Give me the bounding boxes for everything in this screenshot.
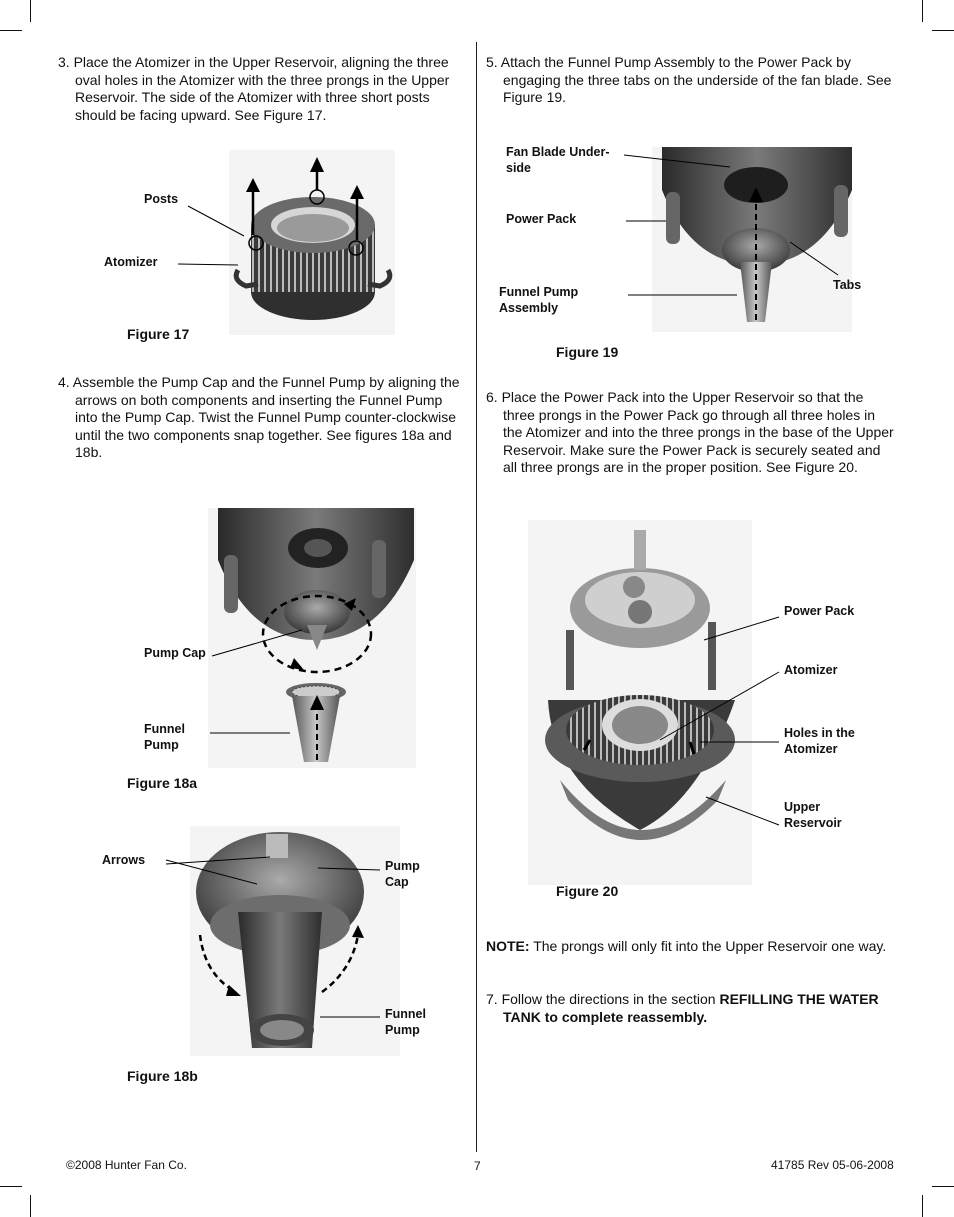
fig19-label-tabs: Tabs [833, 278, 862, 292]
figure-17-atomizer-illustration [178, 150, 395, 335]
fig17-label-posts: Posts [144, 192, 179, 206]
figure-19-caption: Figure 19 [556, 344, 619, 360]
step-5: 5. Attach the Funnel Pump Assembly to the Power Pack by engaging the three tabs on the underside of the fan blade. See Figure 19. [486, 54, 892, 106]
note [486, 938, 891, 956]
fig20-label-atomizer: Atomizer [784, 663, 838, 677]
figure-17-caption: Figure 17 [127, 326, 190, 342]
figure-18a-illustration [208, 508, 416, 768]
figure-18a-caption: Figure 18a [127, 775, 198, 791]
step-6: 6. Place the Power Pack into the Upper Reservoir so that the three prongs in the Power Pack go through all three holes in the Atomizer and into the three prongs in the base of the Upper Reservoir. Make sure the Power Pack is securely seated and all three prongs are in the proper position. See Figure 20. [486, 389, 894, 476]
step-4: 4. Assemble the Pump Cap and the Funnel Pump by aligning the arrows on both components and inserting the Funnel Pump into the Pump Cap. Twist the Funnel Pump counter-clockwise until the two components snap together. See figures 18a and 18b. [58, 374, 460, 461]
fig19-label-fan-blade: Fan Blade Under-side [506, 145, 610, 175]
footer-copyright: ©2008 Hunter Fan Co. [66, 1158, 187, 1172]
step-7-section-ref: REFILLING THE WATER TANK to complete reassembly. [503, 991, 879, 1025]
fig20-label-holes: Holes in the Atomizer [784, 726, 855, 756]
note-text: The prongs will only fit into the Upper Reservoir one way. [529, 938, 887, 954]
figure-20-illustration [528, 520, 779, 885]
fig18a-label-funnel-pump: Funnel Pump [144, 722, 185, 752]
figure-18b-caption: Figure 18b [127, 1068, 198, 1084]
fig18a-label-pump-cap: Pump Cap [144, 646, 206, 660]
note-label: NOTE: [486, 938, 530, 954]
figure-18b-illustration [166, 826, 400, 1056]
fig18b-label-arrows: Arrows [102, 853, 146, 867]
footer-revision: 41785 Rev 05-06-2008 [771, 1158, 894, 1172]
fig17-label-atomizer: Atomizer [104, 255, 158, 269]
step-7-text: 7. Follow the directions in the section [486, 991, 720, 1007]
figure-20-caption: Figure 20 [556, 883, 619, 899]
step-3: 3. Place the Atomizer in the Upper Reservoir, aligning the three oval holes in the Atomizer with the three prongs in the Upper Reservoir. The side of the Atomizer with three short posts should be facing upward. See Figure 17. [58, 54, 450, 123]
fig19-label-power-pack: Power Pack [506, 212, 577, 226]
fig20-label-upper-reservoir: Upper Reservoir [784, 800, 842, 830]
fig18b-label-funnel-pump: Funnel Pump [385, 1007, 426, 1037]
fig19-label-funnel-assembly: Funnel Pump Assembly [499, 285, 579, 315]
fig20-label-power-pack: Power Pack [784, 604, 855, 618]
footer-page-number: 7 [474, 1159, 481, 1173]
fig18b-label-pump-cap: Pump Cap [385, 859, 420, 889]
figure-19-illustration [624, 147, 852, 332]
step-7 [486, 991, 901, 1026]
